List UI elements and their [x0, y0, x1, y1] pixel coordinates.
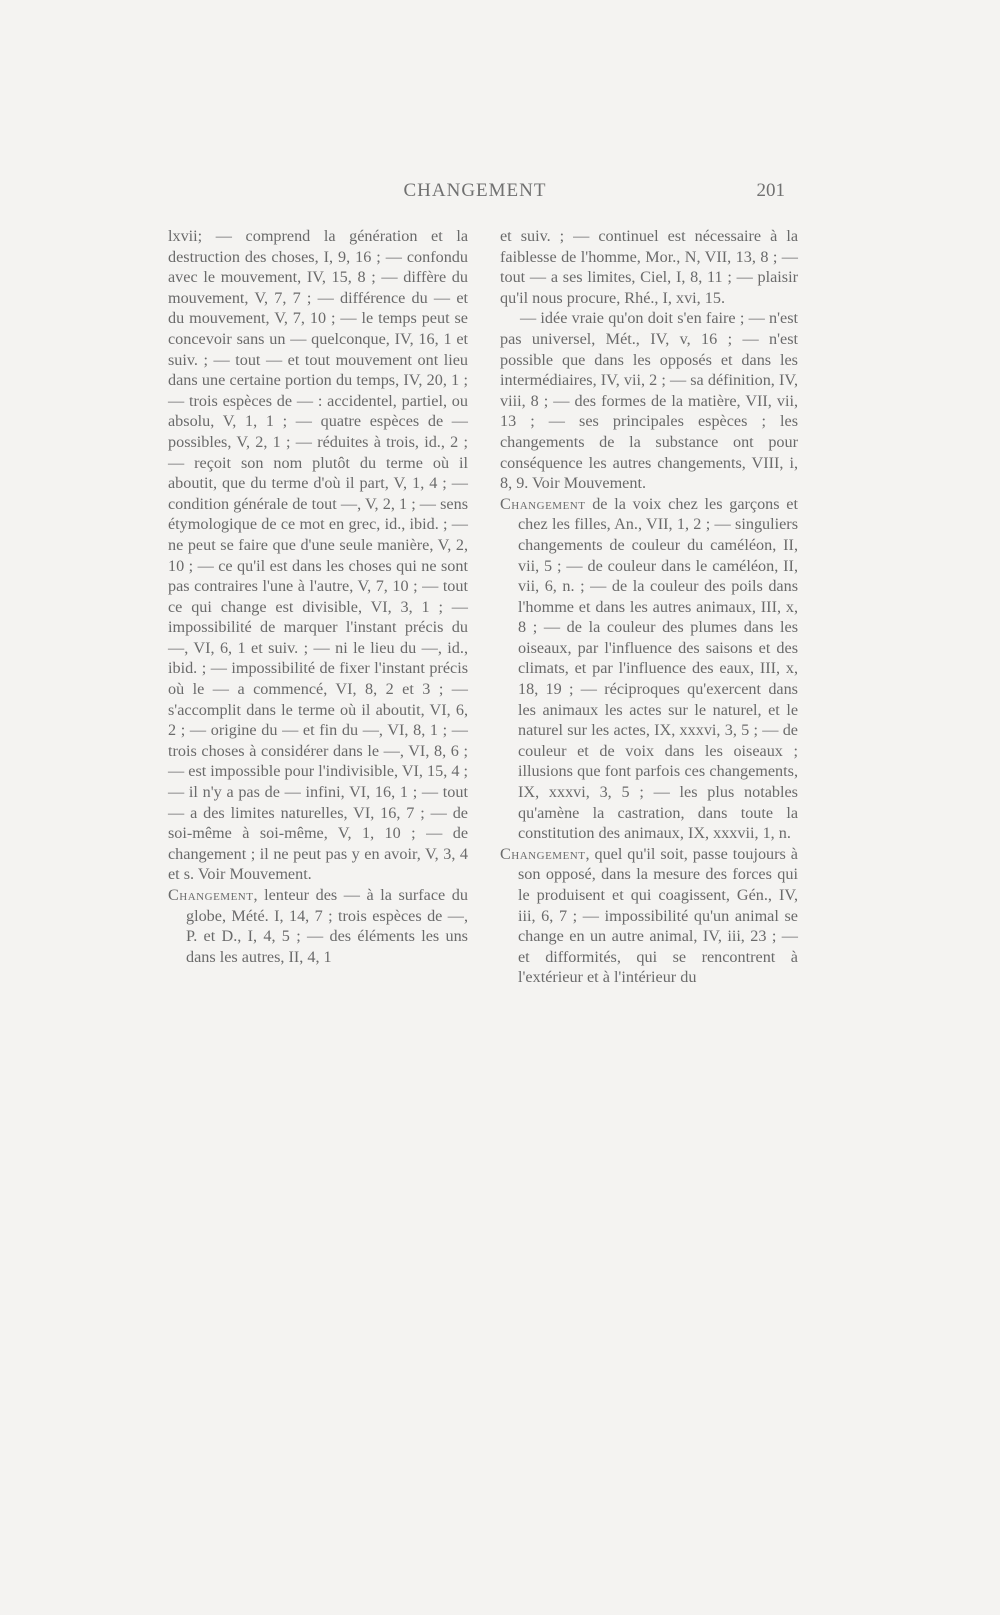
entry-text: , quel qu'il soit, passe toujours à son opposé, dans la mesure des forces qui le produisent et qui coagissent, Gén., IV, iii, 6, 7 ; — impossibilité qu'un animal se change en un autre animal, IV, iii, 23 ; — et difformités, qui se rencontrent à l'extérieur et à l'intérieur du [518, 844, 798, 987]
page-number: 201 [756, 180, 785, 201]
entry-text: , lenteur des — à la surface du globe, Mété. I, 14, 7 ; trois espèces de —, P. et D., I, 4, 5 ; — des éléments les uns dans les autres, II, 4, 1 [186, 886, 468, 966]
entry-headword: Changement [500, 844, 586, 863]
entry-headword: Changement [168, 886, 254, 904]
running-title: CHANGEMENT [403, 180, 547, 201]
index-entry [168, 885, 468, 967]
index-entry [500, 844, 798, 988]
right-column [500, 226, 798, 988]
entry-headword: Changement [500, 494, 586, 513]
index-entry [500, 494, 798, 844]
entry-text: de la voix chez les garçons et chez les filles, An., VII, 1, 2 ; — singuliers changements de couleur du caméléon, II, vii, 5 ; — de couleur dans le caméléon, II, vii, 6, n. ; — de la couleur des poils dans l'homme et dans les autres animaux, III, x, 8 ; — de la couleur des plumes dans les oiseaux, par l'influence des saisons et des climats, et par l'influence des eaux, III, x, 18, 19 ; — réciproques qu'exercent dans les animaux les actes sur le naturel, et le naturel sur les actes, IX, xxxvi, 3, 5 ; — de couleur et de voix dans les oiseaux ; illusions que font parfois ces changements, IX, xxxvi, 3, 5 ; — les plus notables qu'amène la castration, dans toute la constitution des animaux, IX, xxxvii, 1, n. [518, 494, 798, 843]
running-head [165, 180, 785, 210]
entry-continuation: et suiv. ; — continuel est nécessaire à la faiblesse de l'homme, Mor., N, VII, 13, 8 ; — tout — a ses limites, Ciel, I, 8, 11 ; — plaisir qu'il nous procure, Rhé., I, xvi, 15. [500, 227, 798, 307]
sub-entry: — idée vraie qu'on doit s'en faire ; — n'est pas universel, Mét., IV, v, 16 ; — n'est possible que dans les opposés et dans les intermédiaires, IV, vii, 2 ; — sa définition, IV, viii, 8 ; — des formes de la matière, VII, vii, 13 ; — ses principales espèces ; les changements de la substance ont pour conséquence les autres changements, VIII, i, 8, 9. Voir Mouvement. [500, 309, 798, 493]
entry-continuation: lxvii; — comprend la génération et la destruction des choses, I, 9, 16 ; — confondu avec le mouvement, IV, 15, 8 ; — diffère du mouvement, V, 7, 7 ; — différence du — et du mouvement, V, 7, 10 ; — le temps peut se concevoir sans un — quelconque, IV, 16, 1 et suiv. ; — tout — et tout mouvement ont lieu dans une certaine portion du temps, IV, 20, 1 ; — trois espèces de — : accidentel, partiel, ou absolu, V, 1, 1 ; — quatre espèces de — possibles, V, 2, 1 ; — réduites à trois, id., 2 ; — reçoit son nom plutôt du terme où il aboutit, que du terme d'où il part, V, 1, 4 ; — condition générale de tout —, V, 2, 1 ; — sens étymologique de ce mot en grec, id., ibid. ; — ne peut se faire que d'une seule manière, V, 2, 10 ; — ce qu'il est dans les choses qui ne sont pas contraires l'une à l'autre, V, 7, 10 ; — tout ce qui change est divisible, VI, 3, 1 ; — impossibilité de marquer l'instant précis du —, VI, 6, 1 et suiv. ; — ni le lieu du —, id., ibid. ; — impossibilité de fixer l'instant précis où le — a commencé, VI, 8, 2 et 3 ; — s'accomplit dans le terme où il aboutit, VI, 6, 2 ; — origine du — et fin du —, VI, 8, 1 ; — trois choses à considérer dans le —, VI, 8, 6 ; — est impossible pour l'indivisible, VI, 15, 4 ; — il n'y a pas de — infini, VI, 16, 1 ; — tout — a des limites naturelles, VI, 16, 7 ; — de soi-même à soi-même, V, 1, 10 ; — de changement ; il ne peut pas y en avoir, V, 3, 4 et s. Voir Mouvement. [168, 227, 468, 884]
left-column [168, 226, 468, 967]
